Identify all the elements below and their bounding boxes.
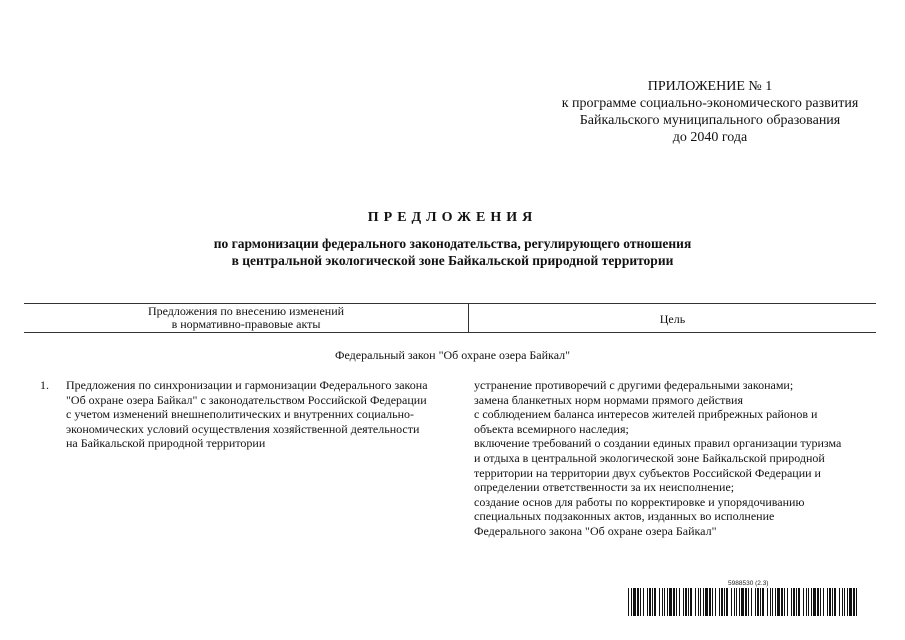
column-header-goal: Цель: [659, 312, 686, 326]
document-title: ПРЕДЛОЖЕНИЯ: [367, 210, 538, 225]
goal-line: и отдыха в центральной экологической зоне Байкальской природной: [474, 450, 825, 465]
row-goal-text: [474, 378, 879, 539]
goal-line: объекта всемирного наследия;: [474, 421, 629, 436]
subtitle-line: по гармонизации федерального законодательства, регулирующего отношения: [213, 236, 692, 251]
appendix-line: до 2040 года: [672, 130, 748, 145]
appendix-line: ПРИЛОЖЕНИЕ № 1: [647, 79, 773, 94]
proposal-line: с учетом изменений внешнеполитических и внутренних социально-: [66, 407, 415, 422]
column-header-line: Предложения по внесению изменений: [147, 304, 345, 318]
proposal-line: Предложения по синхронизации и гармонизации Федерального закона: [66, 378, 428, 392]
row-proposal-text: [66, 378, 461, 451]
section-title-law: Федеральный закон "Об охране озера Байкал": [334, 348, 571, 362]
goal-line: устранение противоречий с другими федеральными законами;: [474, 378, 794, 392]
appendix-header: [520, 78, 900, 146]
column-header-proposals: [24, 305, 468, 331]
proposal-line: "Об охране озера Байкал" с законодательством Российской Федерации: [66, 392, 427, 407]
proposal-line: на Байкальской природной территории: [66, 436, 266, 451]
subtitle-line: в центральной экологической зоне Байкальской природной территории: [231, 253, 674, 268]
goal-line: создание основ для работы по корректировке и упорядочиванию: [474, 494, 805, 509]
goal-line: Федерального закона "Об охране озера Байкал": [474, 523, 717, 538]
row-number: 1.: [40, 378, 49, 392]
barcode-image: [628, 588, 860, 616]
table-header-bottom-border: [24, 332, 876, 333]
goal-line: специальных подзаконных актов, изданных во исполнение: [474, 509, 775, 524]
goal-line: включение требований о создании единых правил организации туризма: [474, 436, 842, 451]
goal-line: замена бланкетных норм нормами прямого действия: [474, 392, 743, 407]
document-subtitle: [0, 235, 905, 269]
barcode-label: 5988530 (2.3): [728, 580, 769, 587]
goal-line: определении ответственности за их неисполнение;: [474, 480, 735, 495]
proposal-line: экономических условий осуществления хозяйственной деятельности: [66, 421, 420, 436]
goal-line: территории на территории двух субъектов Российской Федерации и: [474, 465, 821, 480]
column-header-line: в нормативно-правовые акты: [171, 317, 321, 331]
appendix-line: к программе социально-экономического развития: [561, 96, 859, 111]
goal-line: с соблюдением баланса интересов жителей прибрежных районов и: [474, 407, 818, 422]
appendix-line: Байкальского муниципального образования: [579, 113, 841, 128]
